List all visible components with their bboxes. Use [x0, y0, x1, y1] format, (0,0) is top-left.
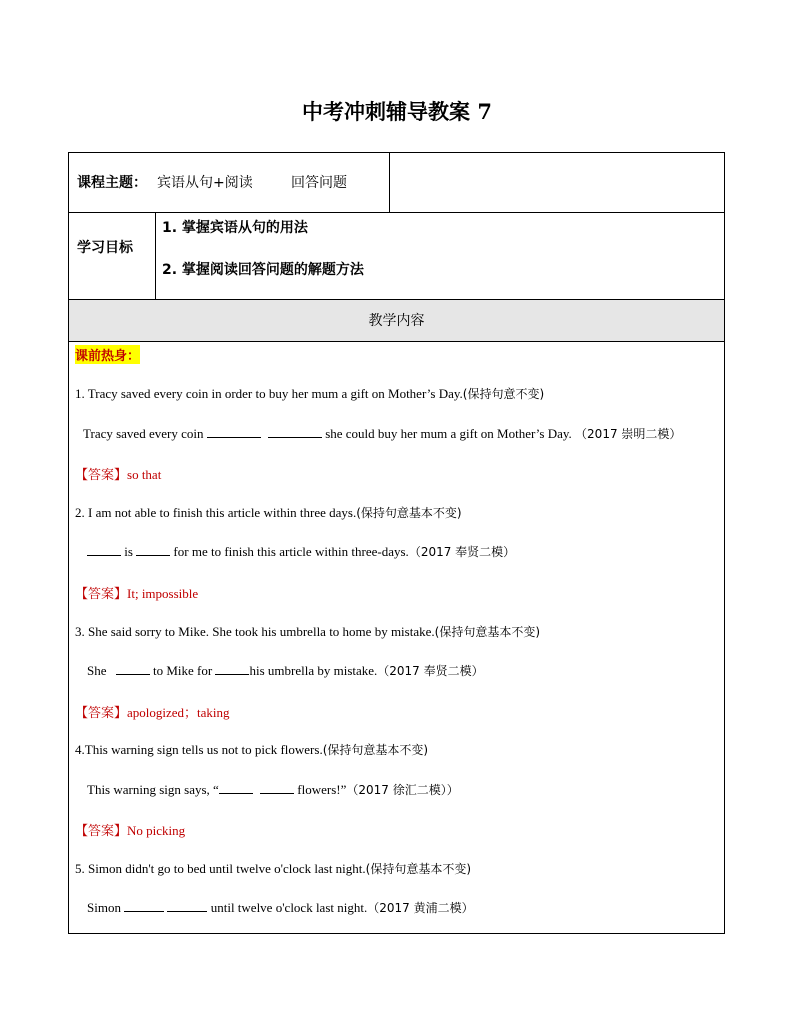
goals-list-cell: [156, 213, 724, 299]
lesson-table: [68, 152, 725, 934]
topic-label: 课程主题：: [77, 175, 147, 191]
page-title: 中考冲刺辅导教案 7: [302, 99, 492, 124]
topic-value: 宾语从句+阅读: [157, 175, 253, 191]
question-5: [75, 860, 471, 877]
fill-text: until twelve o'clock last night.: [210, 900, 368, 915]
topic-row: [69, 153, 724, 213]
answer-blank[interactable]: [124, 899, 164, 912]
fill-text: to Mike for: [153, 663, 213, 678]
topic-value-2: 回答问题: [291, 175, 347, 191]
fill-text: is: [124, 544, 133, 559]
content-header-row: [69, 300, 724, 342]
goals-label-cell: [69, 213, 156, 299]
question-text: 3. She said sorry to Mike. She took his umbrella to home by mistake.: [75, 624, 435, 639]
topic-cell: [69, 153, 390, 212]
question-2: [75, 504, 462, 521]
fill-text: for me to finish this article within three-days.: [173, 544, 409, 559]
goal-item: 1. 掌握宾语从句的用法: [162, 220, 308, 236]
fill-text: his umbrella by mistake.: [249, 663, 378, 678]
question-5-fill: [87, 899, 474, 916]
answer-3: [75, 702, 230, 721]
question-note: (保持句意不变): [462, 387, 545, 401]
answer-text: It; impossible: [127, 586, 199, 601]
fill-text: She: [87, 663, 107, 678]
goals-row: [69, 213, 724, 300]
question-3: [75, 623, 540, 640]
fill-text: she could buy her mum a gift on Mother’s Day.: [325, 426, 572, 441]
question-text: 2. I am not able to finish this article within three days.: [75, 505, 357, 520]
question-2-fill: [87, 543, 515, 560]
question-1-fill: [83, 425, 681, 442]
answer-tag: 【答案】: [75, 587, 128, 602]
warmup-label: 课前热身：: [75, 345, 140, 364]
answer-blank[interactable]: [167, 899, 207, 912]
content-header: 教学内容: [368, 313, 425, 329]
answer-text: apologized；taking: [127, 705, 230, 720]
answer-blank[interactable]: [207, 425, 261, 438]
answer-blank[interactable]: [116, 662, 150, 675]
answer-blank[interactable]: [136, 543, 170, 556]
source-note: （2017 黄浦二模）: [367, 901, 474, 915]
answer-4: [75, 820, 185, 839]
answer-blank[interactable]: [219, 781, 253, 794]
answer-blank[interactable]: [87, 543, 121, 556]
source-note: （2017 奉贤二模）: [408, 545, 516, 559]
source-note: （2017 崇明二模）: [575, 427, 682, 441]
fill-text: This warning sign says, “: [87, 782, 219, 797]
question-note: (保持句意基本不变): [365, 862, 472, 876]
source-note: （2017 奉贤二模）: [377, 664, 484, 678]
question-note: (保持句意基本不变): [356, 506, 462, 520]
fill-text: Simon: [87, 900, 121, 915]
answer-blank[interactable]: [260, 781, 294, 794]
answer-text: so that: [127, 467, 162, 482]
answer-tag: 【答案】: [75, 824, 128, 839]
fill-text: Tracy saved every coin: [83, 426, 204, 441]
question-text: 1. Tracy saved every coin in order to buy her mum a gift on Mother’s Day.: [75, 386, 463, 401]
topic-empty-cell: [390, 153, 724, 212]
answer-blank[interactable]: [268, 425, 322, 438]
answer-1: [75, 464, 161, 483]
answer-2: [75, 583, 198, 602]
question-1: [75, 385, 544, 402]
goals-label: 学习目标: [77, 240, 133, 256]
fill-text: flowers!”: [297, 782, 347, 797]
question-3-fill: [87, 662, 484, 679]
answer-tag: 【答案】: [75, 468, 128, 483]
source-note: （2017 徐汇二模））: [346, 783, 459, 797]
question-text: 4.This warning sign tells us not to pick flowers.: [75, 742, 323, 757]
question-note: (保持句意基本不变): [434, 625, 541, 639]
answer-text: No picking: [127, 823, 186, 838]
question-4-fill: [87, 781, 459, 798]
question-4: [75, 741, 428, 758]
goal-item: 2. 掌握阅读回答问题的解题方法: [162, 262, 364, 278]
question-note: (保持句意基本不变): [322, 743, 429, 757]
answer-blank[interactable]: [215, 662, 249, 675]
answer-tag: 【答案】: [75, 706, 128, 721]
question-text: 5. Simon didn't go to bed until twelve o'clock last night.: [75, 861, 366, 876]
